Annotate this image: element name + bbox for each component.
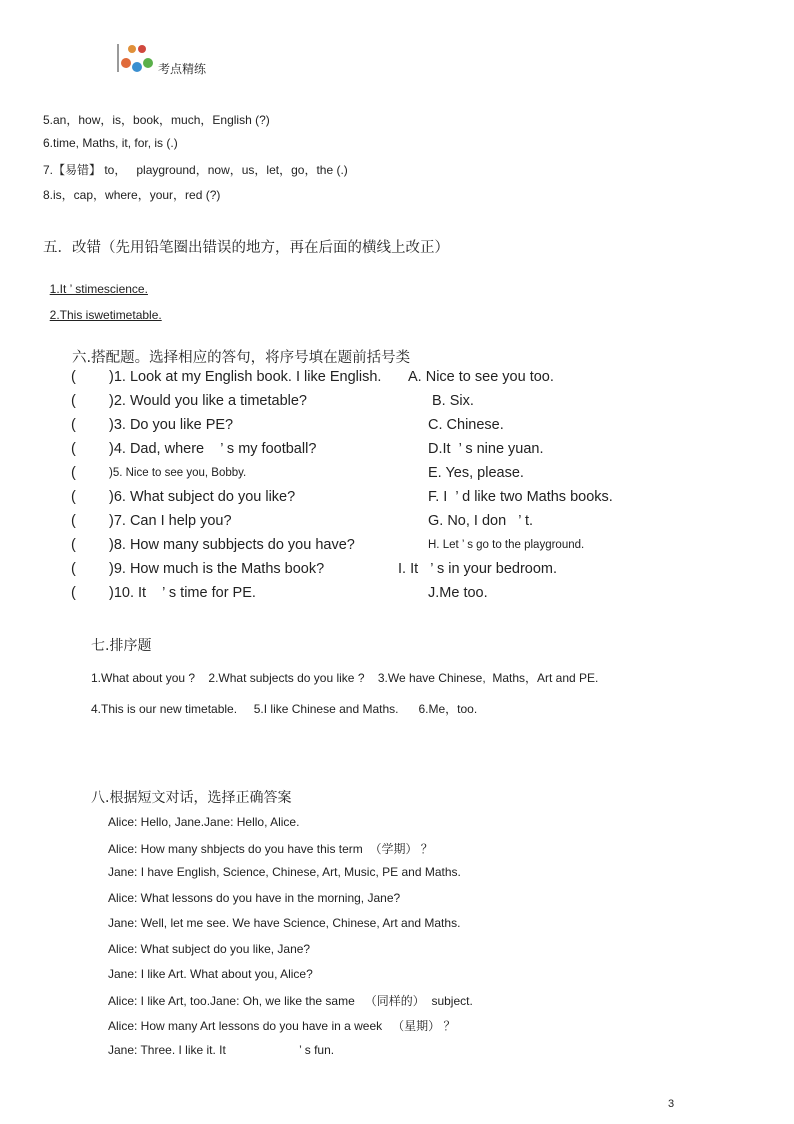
section5-item-1-text: 1.It ’ stimescience. <box>49 282 148 296</box>
match-row-1-paren: ( <box>71 369 76 385</box>
match-row-8-question: )8. How many subbjects do you have? <box>109 537 355 553</box>
dialogue-line: Alice: What lessons do you have in the morning, Jane? <box>108 891 401 905</box>
section8-title: 八.根据短文对话，选择正确答案 <box>91 790 292 806</box>
logo-child-face-right <box>138 45 146 53</box>
match-row-5-answer: E. Yes, please. <box>428 465 524 481</box>
header-logo <box>117 42 159 76</box>
match-row-10-paren: ( <box>71 585 76 601</box>
section6-title: 六.搭配题。选择相应的答句，将序号填在题前括号类 <box>72 350 411 366</box>
match-row-8-answer: H. Let ’ s go to the playground. <box>428 539 585 551</box>
section7-line-2: 4.This is our new timetable. 5.I like Chinese and Maths. 6.Me，too. <box>91 702 478 716</box>
section5-item-2 <box>43 294 162 322</box>
match-row-2-answer: B. Six. <box>432 393 474 409</box>
match-row-6-answer: F. I ’ d like two Maths books. <box>428 489 613 505</box>
dialogue-line: Alice: How many Art lessons do you have in a week （星期） ？ <box>108 1019 456 1033</box>
match-row-5-question: )5. Nice to see you, Bobby. <box>109 467 247 479</box>
section7-title: 七.排序题 <box>91 638 152 654</box>
section4-item-6: 6.time, Maths, it, for, is (.) <box>43 136 178 150</box>
logo-ball-blue <box>132 62 142 72</box>
match-row-4-paren: ( <box>71 441 76 457</box>
section4-item-8: 8.is，cap，where，your，red (?) <box>43 188 221 202</box>
logo-ball-red <box>121 58 131 68</box>
dialogue-line: Alice: Hello, Jane.Jane: Hello, Alice. <box>108 815 300 829</box>
logo-child-face-left <box>128 45 136 53</box>
match-row-10-answer: J.Me too. <box>428 585 488 601</box>
dialogue-line: Alice: I like Art, too.Jane: Oh, we like the same （同样的） subject. <box>108 994 473 1008</box>
match-row-2-paren: ( <box>71 393 76 409</box>
logo-bar <box>117 44 119 72</box>
match-row-9-paren: ( <box>71 561 76 577</box>
match-row-9-question: )9. How much is the Maths book? <box>109 561 325 577</box>
dialogue-line: Alice: How many shbjects do you have this term （学期） ？ <box>108 842 433 856</box>
dialogue-line: Jane: I have English, Science, Chinese, Art, Music, PE and Maths. <box>108 865 461 879</box>
section5-item-2-text: 2.This iswetimetable. <box>49 308 162 322</box>
match-row-4-question: )4. Dad, where ’ s my football? <box>109 441 317 457</box>
match-row-6-paren: ( <box>71 489 76 505</box>
logo-label: 考点精练 <box>158 62 207 76</box>
logo-ball-green <box>143 58 153 68</box>
match-row-7-paren: ( <box>71 513 76 529</box>
match-row-7-answer: G. No, I don ’ t. <box>428 513 534 529</box>
match-row-3-answer: C. Chinese. <box>428 417 504 433</box>
match-row-1-answer: A. Nice to see you too. <box>408 369 554 385</box>
section4-item-5: 5.an，how，is，book，much，English (?) <box>43 113 270 127</box>
dialogue-line: Jane: Well, let me see. We have Science, Chinese, Art and Maths. <box>108 916 461 930</box>
dialogue-line: Jane: I like Art. What about you, Alice? <box>108 967 313 981</box>
match-row-6-question: )6. What subject do you like? <box>109 489 296 505</box>
section5-title: 五．改错（先用铅笔圈出错误的地方，再在后面的横线上改正） <box>43 240 449 256</box>
match-row-1-question: )1. Look at my English book. I like English. <box>109 369 382 385</box>
page-number: 3 <box>668 1098 675 1110</box>
dialogue-line: Alice: What subject do you like, Jane? <box>108 942 311 956</box>
match-row-5-paren: ( <box>71 465 76 481</box>
match-row-3-paren: ( <box>71 417 76 433</box>
match-row-4-answer: D.It ’ s nine yuan. <box>428 441 544 457</box>
match-row-9-answer: I. It ’ s in your bedroom. <box>398 561 558 577</box>
match-row-8-paren: ( <box>71 537 76 553</box>
match-row-7-question: )7. Can I help you? <box>109 513 232 529</box>
match-row-10-question: )10. It ’ s time for PE. <box>109 585 256 601</box>
match-row-3-question: )3. Do you like PE? <box>109 417 234 433</box>
match-row-2-question: )2. Would you like a timetable? <box>109 393 308 409</box>
dialogue-line: Jane: Three. I like it. It ’ s fun. <box>108 1043 335 1057</box>
section5-item-1 <box>43 268 148 296</box>
section7-line-1: 1.What about you ? 2.What subjects do you like ? 3.We have Chinese, Maths，Art and PE. <box>91 671 599 685</box>
section4-item-7: 7.【易错】 to， playground，now，us，let，go，the (.) <box>43 163 348 177</box>
